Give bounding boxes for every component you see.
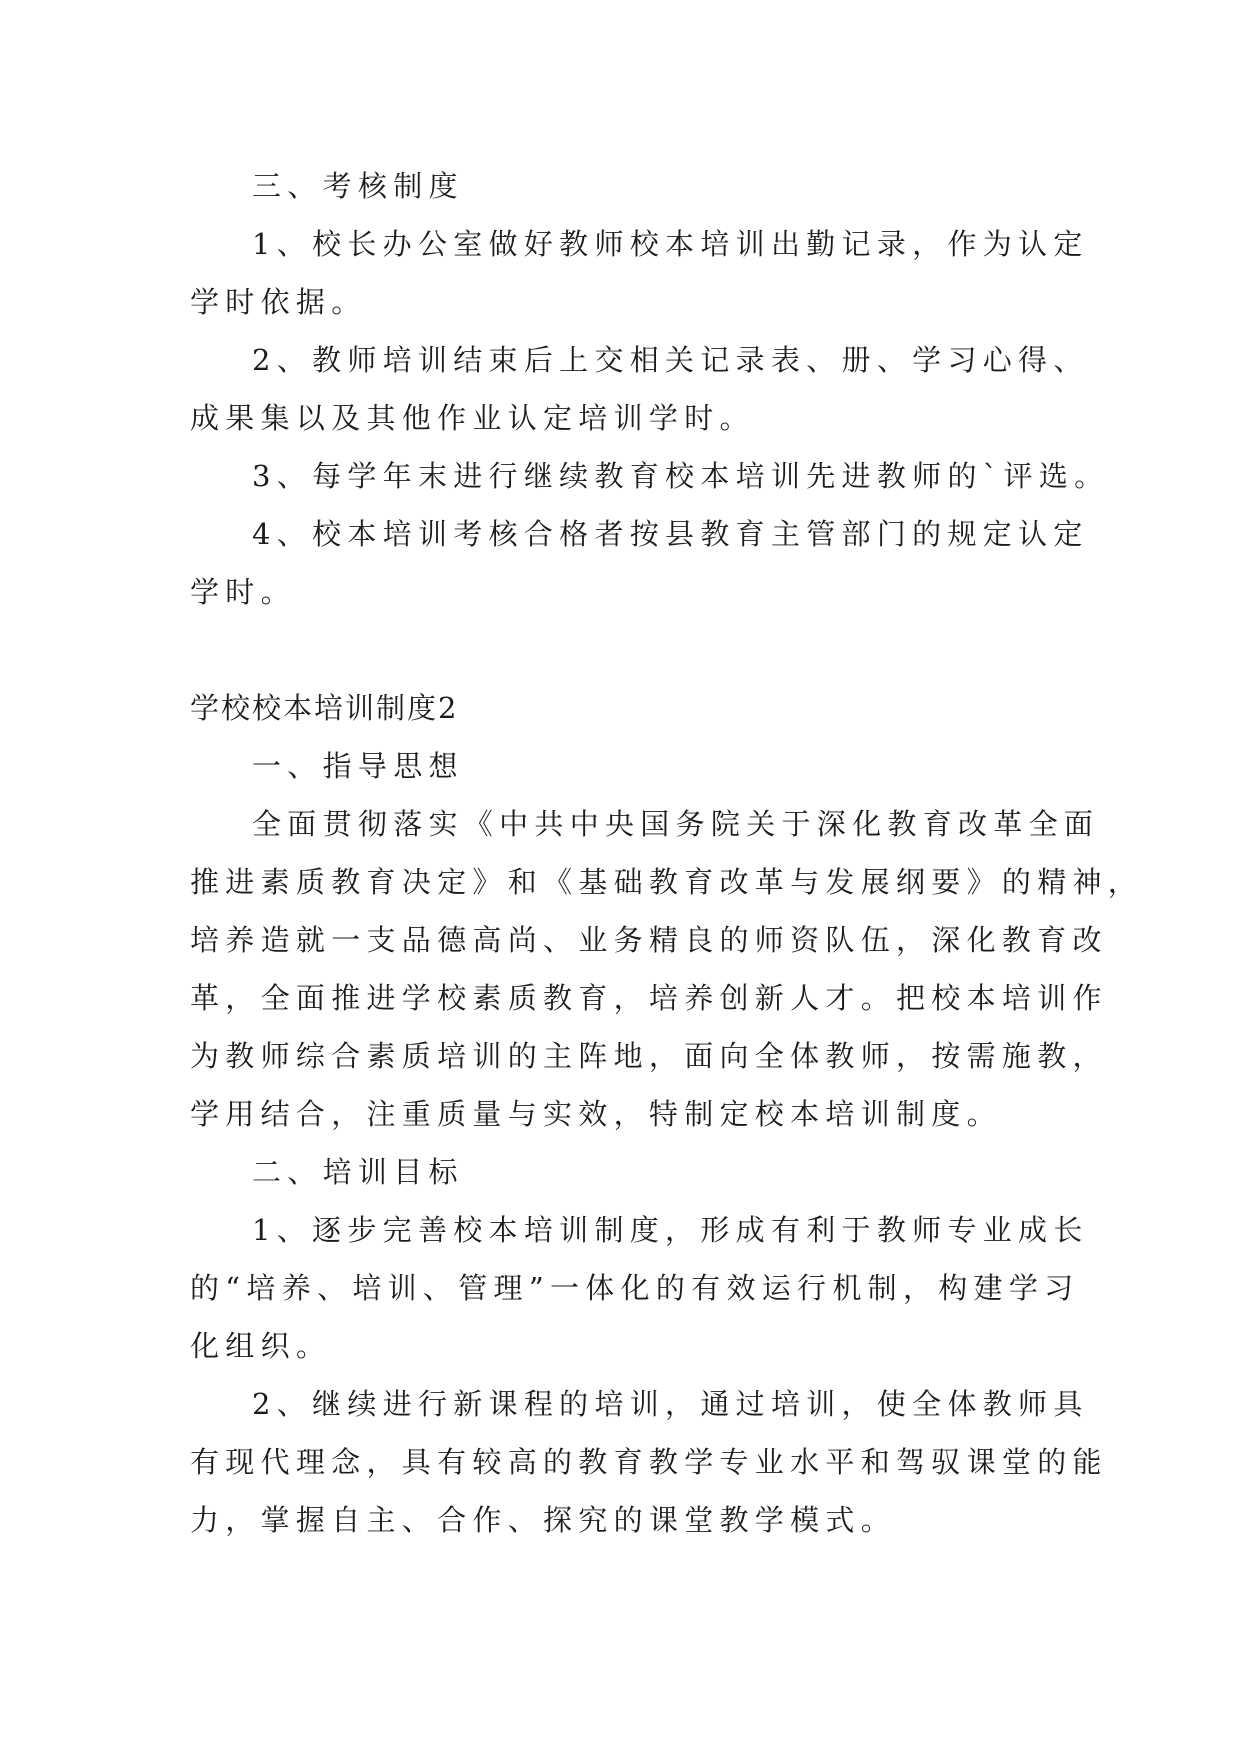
paragraph-line: 学时依据。 [190,285,367,319]
document-title: 学校校本培训制度2 [190,691,459,725]
paragraph-line: 全面贯彻落实《中共中央国务院关于深化教育改革全面 [252,807,1100,841]
paragraph-line: 2、继续进行新课程的培训，通过培训，使全体教师具 [252,1387,1089,1421]
paragraph-line: 1、校长办公室做好教师校本培训出勤记录，作为认定 [252,227,1089,261]
paragraph-line: 成果集以及其他作业认定培训学时。 [190,401,755,435]
paragraph-line: 4、校本培训考核合格者按县教育主管部门的规定认定 [252,517,1089,551]
section-heading-training-goals: 二、培训目标 [252,1155,464,1189]
paragraph-line: 化组织。 [190,1329,332,1363]
paragraph-line: 学时。 [190,575,296,609]
paragraph-line: 力，掌握自主、合作、探究的课堂教学模式。 [190,1503,897,1537]
paragraph-line: 的“培养、培训、管理”一体化的有效运行机制，构建学习 [190,1271,1080,1305]
paragraph-line: 为教师综合素质培训的主阵地，面向全体教师，按需施教， [190,1039,1108,1073]
paragraph-line: 3、每学年末进行继续教育校本培训先进教师的`评选。 [252,459,1110,493]
paragraph-line: 2、教师培训结束后上交相关记录表、册、学习心得、 [252,343,1089,377]
paragraph-line: 学用结合，注重质量与实效，特制定校本培训制度。 [190,1097,1002,1131]
paragraph-line: 推进素质教育决定》和《基础教育改革与发展纲要》的精神， [190,865,1144,899]
paragraph-line: 1、逐步完善校本培训制度，形成有利于教师专业成长 [252,1213,1089,1247]
paragraph-line: 有现代理念，具有较高的教育教学专业水平和驾驭课堂的能 [190,1445,1108,1479]
section-heading-guiding-ideology: 一、指导思想 [252,749,464,783]
paragraph-line: 革，全面推进学校素质教育，培养创新人才。把校本培训作 [190,981,1108,1015]
section-heading-assessment: 三、考核制度 [252,169,464,203]
paragraph-line: 培养造就一支品德高尚、业务精良的师资队伍，深化教育改 [190,923,1108,957]
